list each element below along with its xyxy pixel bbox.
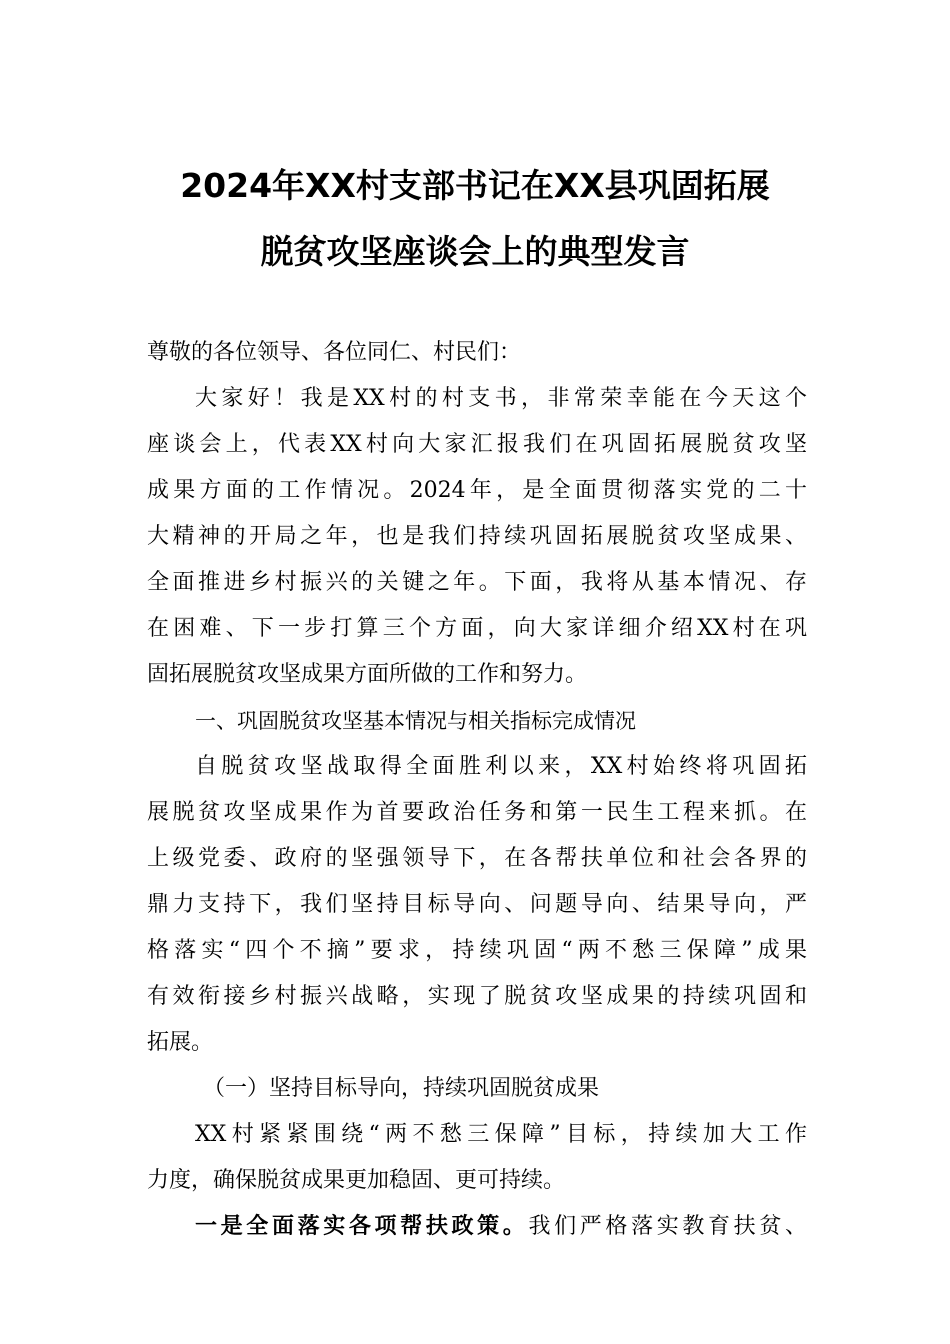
intro-line: 大精神的开局之年，也是我们持续巩固拓展脱贫攻坚成果、 <box>147 524 807 549</box>
intro-line: 成果方面的工作情况。2024年，是全面贯彻落实党的二十 <box>147 478 807 503</box>
point-1-line <box>147 1204 807 1250</box>
section1-line: 展脱贫攻坚成果作为首要政治任务和第一民生工程来抓。在 <box>147 800 807 825</box>
intro-line: 在困难、下一步打算三个方面，向大家详细介绍XX村在巩 <box>147 616 807 641</box>
intro-line: 座谈会上，代表XX村向大家汇报我们在巩固拓展脱贫攻坚 <box>147 432 807 457</box>
section1-line: 格落实“四个不摘”要求，持续巩固“两不愁三保障”成果 <box>147 938 807 963</box>
document-title-line-1: 2024年XX村支部书记在XX县巩固拓展 <box>180 166 770 205</box>
document-title-line-2: 脱贫攻坚座谈会上的典型发言 <box>260 232 690 271</box>
intro-line: 全面推进乡村振兴的关键之年。下面，我将从基本情况、存 <box>147 570 807 595</box>
document-body <box>147 330 807 1250</box>
point-1-lead: 一是全面落实各项帮扶政策。 <box>195 1214 529 1239</box>
section1-line: 有效衔接乡村振兴战略，实现了脱贫攻坚成果的持续巩固和 <box>147 984 807 1009</box>
section-heading-1: 一、巩固脱贫攻坚基本情况与相关指标完成情况 <box>195 709 636 733</box>
salutation: 尊敬的各位领导、各位同仁、村民们： <box>147 340 522 365</box>
subsection1-line: XX村紧紧围绕“两不愁三保障”目标，持续加大工作 <box>195 1122 807 1147</box>
intro-line: 固拓展脱贫攻坚成果方面所做的工作和努力。 <box>147 662 588 687</box>
section1-line: 上级党委、政府的坚强领导下，在各帮扶单位和社会各界的 <box>147 846 807 871</box>
subsection-heading-1: （一）坚持目标导向，持续巩固脱贫成果 <box>203 1076 600 1101</box>
intro-line: 大家好！我是XX村的村支书，非常荣幸能在今天这个 <box>195 386 807 411</box>
subsection1-line: 力度，确保脱贫成果更加稳固、更可持续。 <box>147 1168 566 1193</box>
section1-line: 鼎力支持下，我们坚持目标导向、问题导向、结果导向，严 <box>147 892 807 917</box>
section1-line: 拓展。 <box>147 1030 214 1055</box>
point-1-text: 我们严格落实教育扶贫、 <box>528 1214 807 1239</box>
section1-line: 自脱贫攻坚战取得全面胜利以来，XX村始终将巩固拓 <box>195 754 807 779</box>
